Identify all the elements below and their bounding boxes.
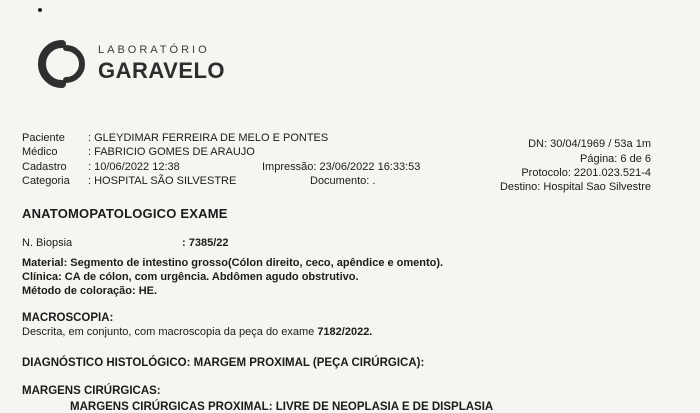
documento-text: Documento: . [310, 175, 376, 187]
impressao-text: Impressão: 23/06/2022 16:33:53 [262, 161, 421, 173]
margens-proximal-line: MARGENS CIRÚRGICAS PROXIMAL: LIVRE DE NEOPLASIA E DE DISPLASIA [70, 401, 494, 413]
cadastro-label: Cadastro [22, 161, 67, 173]
categoria-label: Categoria [22, 175, 70, 187]
lab-logo [32, 38, 225, 90]
exam-title: ANATOMOPATOLOGICO EXAME [22, 206, 228, 221]
margens-title: MARGENS CIRÚRGICAS: [22, 385, 161, 397]
medico-value: : FABRICIO GOMES DE ARAUJO [88, 146, 255, 158]
logo-subtitle: LABORATÓRIO [98, 44, 210, 56]
macroscopia-text: Descrita, em conjunto, com macroscopia da peça do exame [22, 326, 318, 338]
biopsia-label: N. Biopsia [22, 237, 73, 249]
paciente-value: : GLEYDIMAR FERREIRA DE MELO E PONTES [88, 132, 329, 144]
pagina-text: Página: 6 de 6 [580, 153, 651, 165]
destino-text: Destino: Hospital Sao Silvestre [499, 181, 651, 193]
macroscopia-title: MACROSCOPIA: [22, 312, 114, 324]
diagnostico-title: DIAGNÓSTICO HISTOLÓGICO: MARGEM PROXIMAL (PEÇA CIRÚRGICA): [22, 357, 425, 369]
paciente-label: Paciente [22, 132, 65, 144]
garavelo-logo-icon [32, 38, 92, 90]
dn-text: DN: 30/04/1969 / 53a 1m [528, 138, 651, 150]
protocolo-text: Protocolo: 2201.023.521-4 [521, 167, 651, 179]
categoria-value: : HOSPITAL SÃO SILVESTRE [88, 175, 237, 187]
metodo-line: Método de coloração: HE. [22, 285, 158, 297]
biopsia-value: : 7385/22 [182, 237, 229, 249]
cadastro-value: : 10/06/2022 12:38 [88, 161, 180, 173]
medico-label: Médico [22, 146, 58, 158]
logo-name: GARAVELO [98, 58, 226, 83]
material-line: Material: Segmento de intestino grosso(Cólon direito, ceco, apêndice e omento). [22, 257, 444, 269]
ink-dot [38, 8, 42, 12]
macroscopia-exam-number: 7182/2022. [317, 326, 373, 338]
clinica-line: Clínica: CA de cólon, com urgência. Abdômen agudo obstrutivo. [22, 271, 359, 283]
